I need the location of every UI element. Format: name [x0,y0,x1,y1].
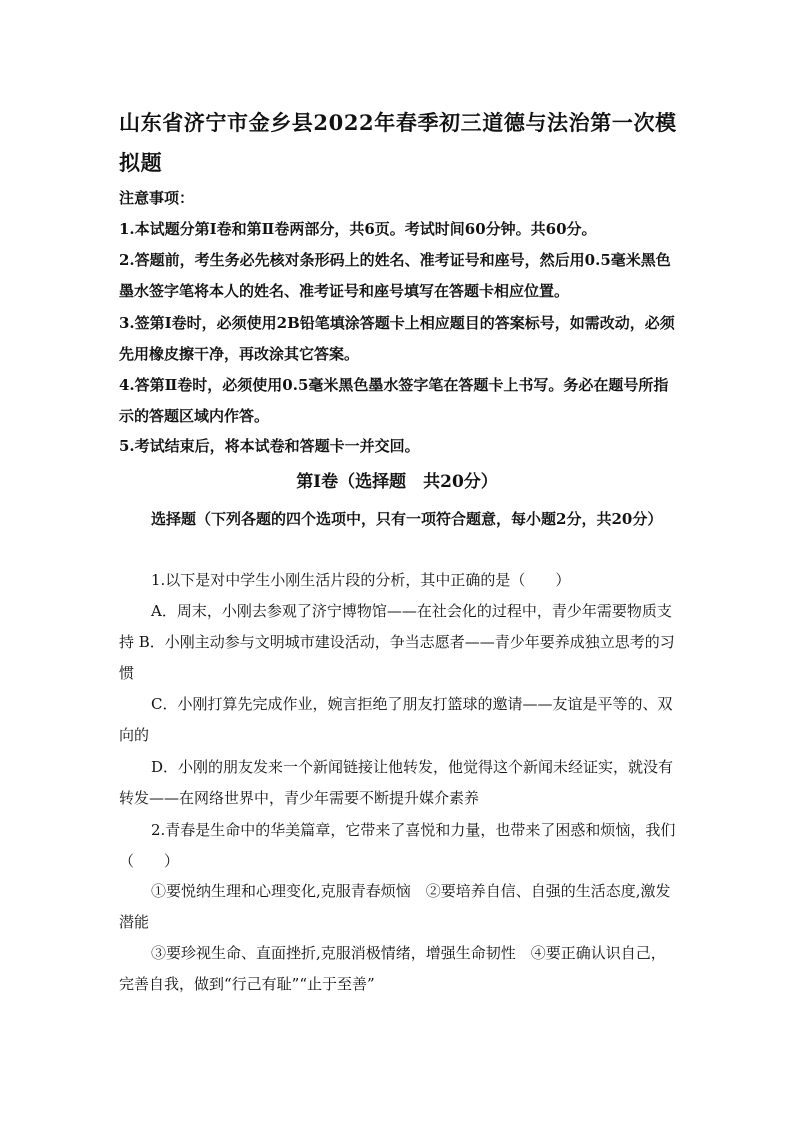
question-2-stem: 2.青春是生命中的华美篇章，它带来了喜悦和力量，也带来了困惑和烦恼，我们（ ） [119,821,676,870]
question-2-statements-3-4: ③要珍视生命、直面挫折,克服消极情绪，增强生命韧性 ④要正确认识自己，完善自我，做到“行己有耻”“止于至善” [119,944,666,993]
notice-item-5: 5.考试结束后，将本试卷和答题卡一并交回。 [119,437,420,455]
section-title: 第Ⅰ卷（选择题 共20分） [296,472,498,492]
question-1-option-c: C．小刚打算先完成作业，婉言拒绝了朋友打篮球的邀请——友谊是平等的、双向的 [119,695,673,744]
notice-heading: 注意事项： [119,189,195,207]
question-1-stem: 1.以下是对中学生小刚生活片段的分析，其中正确的是（ ） [151,571,571,589]
question-1-options-ab: A．周末，小刚去参观了济宁博物馆——在社会化的过程中，青少年需要物质支持 B．小刚主动参与文明城市建设活动，争当志愿者——青少年要养成独立思考的习惯 [119,602,675,682]
question-2-statements-1-2: ①要悦纳生理和心理变化,克服青春烦恼 ②要培养自信、自强的生活态度,激发潜能 [119,882,671,931]
choice-instruction: 选择题（下列各题的四个选项中，只有一项符合题意，每小题2分，共20分） [151,510,663,528]
notice-item-4: 4.答第Ⅱ卷时，必须使用0.5毫米黑色墨水签字笔在答题卡上书写。务必在题号所指示的答题区域内作答。 [119,376,669,425]
notice-item-2: 2.答题前，考生务必先核对条形码上的姓名、准考证号和座号，然后用0.5毫米黑色墨水签字笔将本人的姓名、准考证号和座号填写在答题卡相应位置。 [119,251,671,300]
exam-title: 山东省济宁市金乡县2022年春季初三道德与法治第一次模拟题 [119,110,677,175]
question-1-option-d: D．小刚的朋友发来一个新闻链接让他转发，他觉得这个新闻未经证实，就没有转发——在网络世界中，青少年需要不断提升媒介素养 [119,758,674,807]
notice-item-3: 3.签第Ⅰ卷时，必须使用2B铅笔填涂答题卡上相应题目的答案标号，如需改动，必须先用橡皮擦干净，再改涂其它答案。 [119,314,675,363]
notice-item-1: 1.本试题分第Ⅰ卷和第Ⅱ卷两部分，共6页。考试时间60分钟。共60分。 [119,220,597,238]
